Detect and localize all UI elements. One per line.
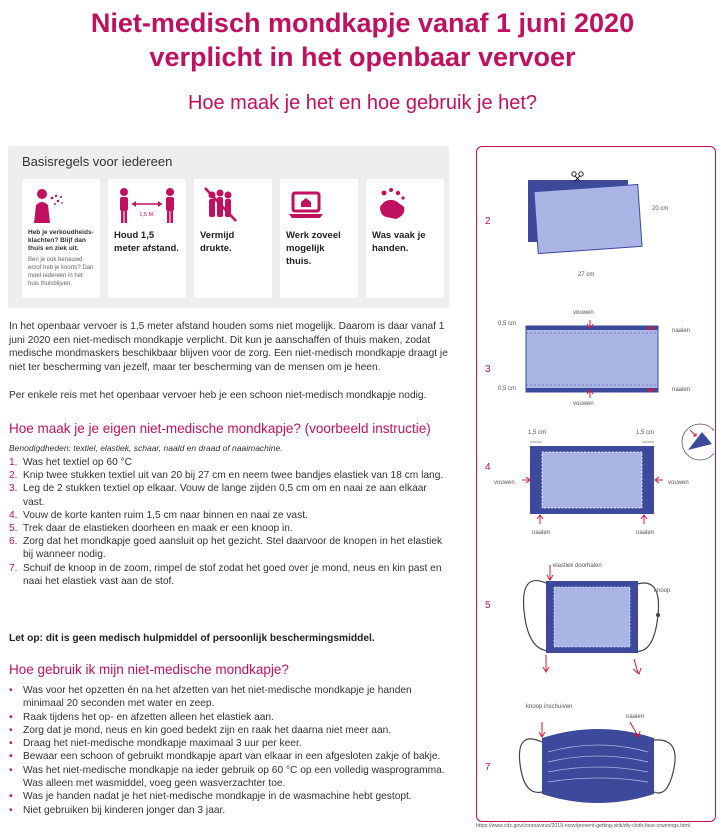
usage-item: • Niet gebruiken bij kinderen jonger dan 3 jaar. bbox=[9, 804, 226, 816]
step-text: Knip twee stukken textiel uit van 20 bij 27 cm en neem twee bandjes elastiek van 18 cm lang. bbox=[23, 470, 444, 482]
page-title bbox=[0, 6, 725, 74]
usage-text: Niet gebruiken bij kinderen jonger dan 3 jaar. bbox=[23, 804, 226, 816]
step-number: 1. bbox=[9, 457, 18, 468]
step-4-fold-detail-icon bbox=[680, 420, 714, 464]
page-subtitle: Hoe maak je het en hoe gebruik je het? bbox=[187, 92, 538, 114]
instruction-step bbox=[9, 562, 444, 588]
step-text: Schuif de knoop in de zoom, rimpel de stof zodat het goed over je mond, neus en kin past en naai het elastiek vast aan de stof. bbox=[23, 562, 442, 587]
instruction-step bbox=[9, 482, 444, 508]
step-3-hem-label-bottom: 0,5 cm bbox=[498, 386, 517, 392]
instruction-step bbox=[9, 535, 444, 561]
step-number: 2. bbox=[9, 470, 18, 482]
step-text: Zorg dat het mondkapje goed aansluit op het gezicht. Stel daarvoor de knopen in het elastiek bij wanneer nodig. bbox=[23, 536, 443, 561]
step-7-knot-label: knoop inschuiven bbox=[526, 704, 573, 710]
step-7-sew-label: naaien bbox=[626, 714, 645, 720]
laptop-icon bbox=[286, 185, 326, 225]
instruction-step bbox=[9, 469, 444, 482]
diagram-step-3-number: 3 bbox=[485, 364, 491, 375]
rule-card-distance bbox=[108, 179, 186, 298]
rule-label-distance: Houd 1,5 meter afstand. bbox=[114, 230, 179, 254]
rule-card-wash-hands bbox=[366, 179, 444, 298]
use-heading: Hoe gebruik ik mijn niet-medische mondkapje? bbox=[9, 662, 289, 677]
handwash-icon bbox=[372, 185, 412, 225]
step-4-sew-label-left: naaien bbox=[532, 530, 551, 536]
step-text: Leg de 2 stukken textiel op elkaar. Vouw de lange zijden 0,5 cm om en naai ze aan elkaar vast. bbox=[23, 483, 427, 508]
instruction-step bbox=[9, 509, 444, 522]
diagram-step-5 bbox=[512, 555, 672, 680]
diagram-step-5-number: 5 bbox=[485, 600, 491, 611]
step-3-hem-label-top: 0,5 cm bbox=[498, 321, 517, 327]
usage-item: • Draag het niet-medische mondkapje maximaal 3 uur per keer. bbox=[9, 738, 302, 750]
usage-text: Was je handen nadat je het niet-medische mondkapje in de wasmachine hebt gestopt. bbox=[23, 791, 412, 803]
usage-item: • Zorg dat je mond, neus en kin goed bedekt zijn en raak het daarna niet meer aan. bbox=[9, 724, 392, 736]
diagram-step-4-number: 4 bbox=[485, 462, 491, 473]
step-number: 3. bbox=[9, 483, 18, 495]
instruction-step bbox=[9, 522, 444, 535]
diagram-step-4 bbox=[520, 440, 665, 525]
usage-item: • Was je handen nadat je het niet-medische mondkapje in de wasmachine hebt gestopt. bbox=[9, 791, 412, 803]
instruction-steps bbox=[9, 456, 444, 588]
step-text: Trek daar de elastieken doorheen en maak er een knoop in. bbox=[23, 523, 293, 535]
step-4-sew-label-right: naaien bbox=[636, 530, 655, 536]
step-4-hem-label-right: 1,5 cm bbox=[636, 430, 655, 436]
rule-card-sick bbox=[22, 179, 100, 298]
step-3-fold-label-bottom: vouwen bbox=[573, 401, 594, 407]
diagram-step-2-number: 2 bbox=[485, 216, 491, 227]
sick-person-icon bbox=[28, 185, 68, 225]
usage-text: Was het niet-medische mondkapje na ieder gebruik op 60 °C op een volledig wasprogramma. Was alleen met wasmiddel, voeg geen wasverzachter toe. bbox=[23, 764, 445, 790]
basic-rules-title: Basisregels voor iedereen bbox=[22, 154, 173, 169]
distance-icon-text: 1,5 M. bbox=[139, 212, 155, 218]
step-5-knot-label: knoop bbox=[654, 588, 671, 594]
rule-card-crowd bbox=[194, 179, 272, 298]
usage-item: • Bewaar een schoon of gebruikt mondkapje apart van elkaar in een afgesloten zakje of bakje. bbox=[9, 751, 441, 763]
usage-item: • Raak tijdens het op- en afzetten alleen het elastiek aan. bbox=[9, 711, 274, 723]
step-number: 5. bbox=[9, 523, 18, 535]
rule-label-home-work: Werk zoveel mogelijk thuis. bbox=[286, 230, 341, 267]
usage-text: Bewaar een schoon of gebruikt mondkapje apart van elkaar in een afgesloten zakje of bakje. bbox=[23, 751, 441, 763]
step-4-hem-label-left: 1,5 cm bbox=[528, 430, 547, 436]
no-crowd-icon bbox=[200, 185, 240, 225]
usage-list bbox=[9, 684, 449, 817]
usage-text: Raak tijdens het op- en afzetten alleen het elastiek aan. bbox=[23, 711, 274, 723]
warning-note: Let op: dit is geen medisch hulpmiddel of persoonlijk beschermingsmiddel. bbox=[9, 633, 375, 644]
materials-needed: Benodigdheden: textiel, elastiek, schaar, naald en draad of naaimachine. bbox=[9, 443, 283, 453]
step-4-fold-label-right: vouwen bbox=[668, 480, 689, 486]
title-line-1: Niet-medisch mondkapje vanaf 1 juni 2020 bbox=[90, 8, 635, 38]
usage-item: • Was voor het opzetten én na het afzetten van het niet-medische mondkapje je handen minimaal 20 seconden met water en zeep. bbox=[9, 685, 412, 710]
distance-icon bbox=[114, 185, 180, 225]
rule-note-sick: Ben je ook benauwd en/of heb je koorts? Dan moet iedereen in het huis thuisblijven. bbox=[28, 257, 94, 287]
rule-label-wash-hands: Was vaak je handen. bbox=[372, 230, 426, 254]
step-number: 7. bbox=[9, 562, 18, 574]
diagram-step-7 bbox=[512, 708, 682, 816]
title-line-2: verplicht in het openbaar vervoer bbox=[149, 42, 576, 72]
rule-label-crowd: Vermijd drukte. bbox=[200, 230, 235, 254]
step-3-sew-label-top: naaien bbox=[672, 328, 691, 334]
usage-text: Was voor het opzetten én na het afzetten van het niet-medische mondkapje je handen minimaal 20 seconden met water en zeep. bbox=[23, 685, 412, 710]
diagram-step-7-number: 7 bbox=[485, 762, 491, 773]
rule-label-sick: Heb je verkoudheids-klachten? Blijf dan thuis en ziek uit. bbox=[28, 229, 94, 252]
step-3-fold-label-top: vouwen bbox=[573, 310, 594, 316]
usage-text: Zorg dat je mond, neus en kin goed bedekt zijn en raak het daarna niet meer aan. bbox=[23, 724, 392, 736]
intro-paragraph-1: In het openbaar vervoer is 1,5 meter afstand houden soms niet mogelijk. Daarom is daar vanaf 1 juni 2020 een niet-medisch mondkapje verplicht. Dit kun je aanschaffen of thuis maken, zodat medische mondmaskers beschikbaar blijven voor de zorg. Een niet-medisch mondkapje draagt je niet ter bescherming van jezelf, maar ter bescherming van de mensen om je heen. bbox=[9, 321, 448, 373]
step-4-fold-label-left: vouwen bbox=[494, 480, 515, 486]
intro-paragraph-2: Per enkele reis met het openbaar vervoer heb je een schoon niet-medisch mondkapje nodig. bbox=[9, 390, 427, 401]
step-2-width-label: 20 cm bbox=[652, 206, 669, 212]
step-3-sew-label-bottom: naaien bbox=[672, 387, 691, 393]
usage-item: • Was het niet-medische mondkapje na ieder gebruik op 60 °C op een volledig wasprogramma. Was alleen met wasmiddel, voeg geen wasverzachter toe. bbox=[9, 764, 445, 790]
step-2-length-label: 27 cm bbox=[578, 272, 595, 278]
step-number: 4. bbox=[9, 509, 18, 521]
source-link[interactable]: https://www.cdc.gov/coronavirus/2019-ncov/prevent-getting-sick/diy-cloth-face-coverings.html bbox=[476, 823, 690, 829]
step-text: Was het textiel op 60 °C bbox=[23, 457, 133, 468]
step-number: 6. bbox=[9, 536, 18, 548]
rule-card-home-work bbox=[280, 179, 358, 298]
basic-rules-box bbox=[8, 146, 449, 308]
make-heading: Hoe maak je je eigen niet-medische mondkapje? (voorbeeld instructie) bbox=[9, 421, 431, 436]
diagram-step-2 bbox=[520, 166, 650, 276]
instruction-step bbox=[9, 456, 444, 469]
diagram-step-3 bbox=[520, 320, 660, 400]
step-5-elastic-label: elastiek doorhalen bbox=[553, 563, 602, 569]
step-text: Vouw de korte kanten ruim 1,5 cm naar binnen en naai ze vast. bbox=[23, 509, 308, 521]
usage-text: Draag het niet-medische mondkapje maximaal 3 uur per keer. bbox=[23, 738, 302, 750]
